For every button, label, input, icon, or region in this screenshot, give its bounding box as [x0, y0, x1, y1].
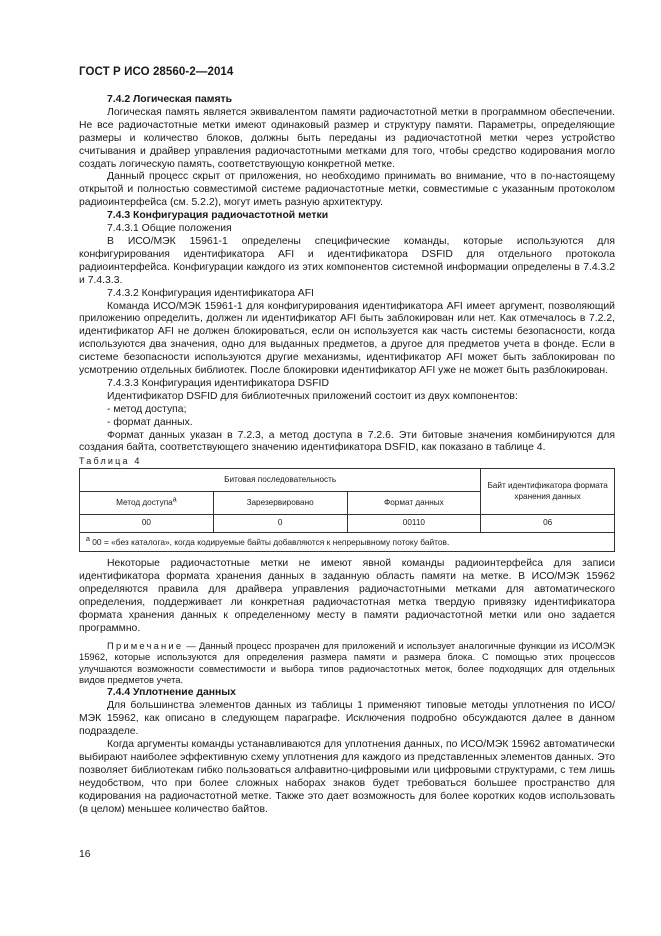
paragraph: Логическая память является эквивалентом памяти радиочастотной метки в программном обеспечении. Не все радиочастотные метки имеют одинаковый размер и структуру памяти. Параметры, определяющие размеры и количество блоков, должны быть переданы из радиочастотной метки через устройство считывания и драйвер управления радиочастотными метками для того, чтобы средство кодирования могло создать логическую память, соответствующую конкретной метке.: [79, 106, 615, 170]
table-cell: 00: [80, 515, 214, 533]
paragraph: Команда ИСО/МЭК 15961-1 для конфигурирования идентификатора AFI имеет аргумент, позволяющий приложению определить, должен ли идентификатор AFI быть заблокирован или нет. Как отмечалось в 7.2.2, идентификатор AFI не должен блокироваться, если он используется как часть системы безопасности, когда используются два значения, одно для выданных предметов, а другое для предметов учета в фонде. Если в системе безопасности используются другие механизмы, идентификатор AFI может быть заблокирован по усмотрению отдельных библиотек. После блокировки идентификатор AFI уже не может быть разблокирован.: [79, 300, 615, 377]
paragraph: Идентификатор DSFID для библиотечных приложений состоит из двух компонентов:: [107, 390, 518, 402]
table-header-reserved: Зарезервировано: [213, 492, 347, 515]
paragraph: Когда аргументы команды устанавливаются для уплотнения данных, по ИСО/МЭК 15962 автоматически выбирают наиболее эффективную схему уплотнения для каждого из представленных элементов данных. Это позволяет библиотекам гибко пользоваться алфавитно-цифровыми или цифровыми структурами, с тем лишь неудобством, что при более сложных наборах знаков будет требоваться большее пространство для кодирования на радиочастотной метке. Также это дает возможность для более коротких кодов использовать (в целом) меньшее количество байтов.: [79, 738, 615, 815]
table-header-access-method: Метод доступа$^a$: [80, 492, 214, 515]
page-content: [79, 94, 615, 816]
table-group-header: Битовая последовательность: [80, 469, 481, 492]
paragraph: Формат данных указан в 7.2.3, а метод доступа в 7.2.6. Эти битовые значения комбинируются для создания байта, соответствующего значению идентификатора DSFID, как показано в таблице 4.: [79, 429, 615, 454]
table-caption: Таблица 4: [79, 456, 142, 467]
table-cell: 00110: [347, 515, 481, 533]
list-item: - формат данных.: [107, 416, 193, 428]
paragraph: В ИСО/МЭК 15961-1 определены специфические команды, которые используются для конфигурирования идентификатора AFI и идентификатора DSFID для отдельного протокола радиоинтерфейса. Конфигурации каждого из этих компонентов системной информации определены в 7.4.3.2 и 7.4.3.3.: [79, 235, 615, 286]
section-heading-7-4-2: 7.4.2 Логическая память: [107, 94, 233, 105]
table-header-dsfid-byte: Байт идентификатора формата хранения данных: [481, 469, 615, 515]
list-item: - метод доступа;: [107, 403, 187, 415]
table-cell: 0: [213, 515, 347, 533]
table-cell: 06: [481, 515, 615, 533]
subsection-heading-7-4-3-3: 7.4.3.3 Конфигурация идентификатора DSFID: [107, 377, 329, 389]
subsection-heading-7-4-3-1: 7.4.3.1 Общие положения: [107, 223, 232, 235]
section-heading-7-4-3: 7.4.3 Конфигурация радиочастотной метки: [107, 210, 329, 222]
table-footnote: $^a$ 00 = «без каталога», когда кодируемые байты добавляются к непрерывному потоку байтов.: [80, 532, 615, 552]
document-header: ГОСТ Р ИСО 28560-2—2014: [79, 66, 234, 78]
note-label: Примечание: [107, 639, 184, 651]
note-text: — Данный процесс прозрачен для приложений и использует аналогичные функции из ИСО/МЭК 15962, которые используются для определения размера памяти и размера блока. С помощью этих процессов улучшаются возможности совместимости и выбора типов радиочастотных меток, более подходящих для отдельных видов предметов учета.: [79, 639, 615, 685]
paragraph: Данный процесс скрыт от приложения, но необходимо принимать во внимание, что в по-настоящему открытой и полностью совместимой системе радиочастотные метки, совместимые с указанным протоколом радиоинтерфейса (см. 5.2.2), могут иметь разную архитектуру.: [79, 171, 615, 209]
table-4: [79, 468, 615, 552]
paragraph: Для большинства элементов данных из таблицы 1 применяют типовые методы уплотнения по ИСО/МЭК 15962, как описано в следующем параграфе. Исключения подробно обсуждаются далее в данном подразделе.: [79, 700, 615, 738]
note: [79, 640, 615, 686]
page-number: 16: [79, 849, 91, 860]
paragraph: Некоторые радиочастотные метки не имеют явной команды радиоинтерфейса для записи идентификатора формата хранения данных в заданную область памяти на метке. В ИСО/МЭК 15962 определяются правила для драйвера управления радиочастотными метками для автоматического определения, поддерживает ли конкретная радиочастотная метка твердую привязку идентификатора формата хранения данных к определенному месту в памяти радиочастотной метки или оно задается программно.: [79, 558, 615, 634]
section-heading-7-4-4: 7.4.4 Уплотнение данных: [107, 687, 236, 699]
subsection-heading-7-4-3-2: 7.4.3.2 Конфигурация идентификатора AFI: [107, 287, 314, 299]
table-header-data-format: Формат данных: [347, 492, 481, 515]
